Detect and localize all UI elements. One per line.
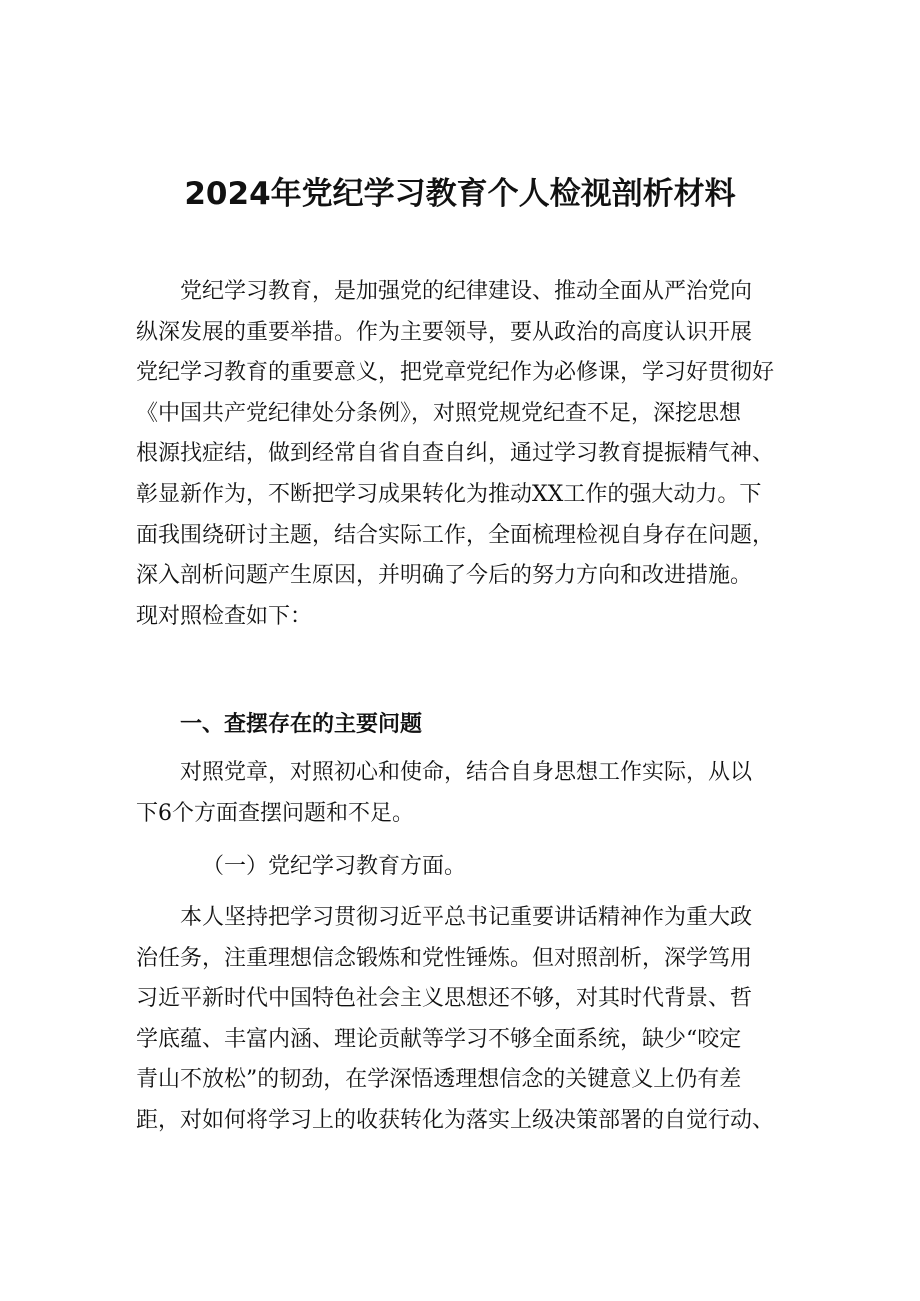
text-line: 习近平新时代中国特色社会主义思想还不够，对其时代背景、哲 [136, 986, 753, 1012]
text-line: 《中国共产党纪律处分条例》，对照党规党纪查不足，深挖思想 [136, 400, 742, 426]
text-line: 对照党章，对照初心和使命，结合自身思想工作实际，从以 [180, 760, 753, 785]
subsection1-paragraph [136, 898, 796, 1142]
text-line: 深入剖析问题产生原因，并明确了今后的努力方向和改进措施。 [136, 563, 753, 589]
text-line: 治任务，注重理想信念锻炼和党性锤炼。但对照剖析，深学笃用 [136, 945, 753, 971]
text-line: 下6个方面查摆问题和不足。 [136, 800, 414, 826]
text-line: 距，对如何将学习上的收获转化为落实上级决策部署的自觉行动、 [136, 1107, 775, 1133]
text-line: 青山不放松”的韧劲，在学深悟透理想信念的关键意义上仍有差 [136, 1067, 742, 1093]
text-line: 现对照检查如下： [136, 603, 313, 629]
text-line: 彰显新作为，不断把学习成果转化为推动XX工作的强大动力。下 [136, 481, 762, 507]
section-heading: 一、查摆存在的主要问题 [180, 712, 423, 737]
subsection-heading-text: （一）党纪学习教育方面。 [202, 854, 467, 879]
intro-paragraph [136, 272, 796, 637]
document-title: 2024年党纪学习教育个人检视剖析材料 [184, 176, 736, 212]
text-line: 学底蕴、丰富内涵、理论贡献等学习不够全面系统，缺少“咬定 [136, 1026, 742, 1052]
text-line: 面我围绕研讨主题，结合实际工作，全面梳理检视自身存在问题， [136, 522, 775, 548]
section1-paragraph [136, 753, 796, 834]
text-line: 根源找症结，做到经常自省自查自纠，通过学习教育提振精气神、 [136, 441, 775, 467]
text-line: 纵深发展的重要举措。作为主要领导，要从政治的高度认识开展 [136, 319, 753, 345]
subsection-heading [136, 847, 796, 888]
text-line: 党纪学习教育，是加强党的纪律建设、推动全面从严治党向 [180, 279, 753, 304]
text-line: 本人坚持把学习贯彻习近平总书记重要讲话精神作为重大政 [180, 905, 753, 930]
text-line: 党纪学习教育的重要意义，把党章党纪作为必修课，学习好贯彻好 [136, 360, 775, 386]
